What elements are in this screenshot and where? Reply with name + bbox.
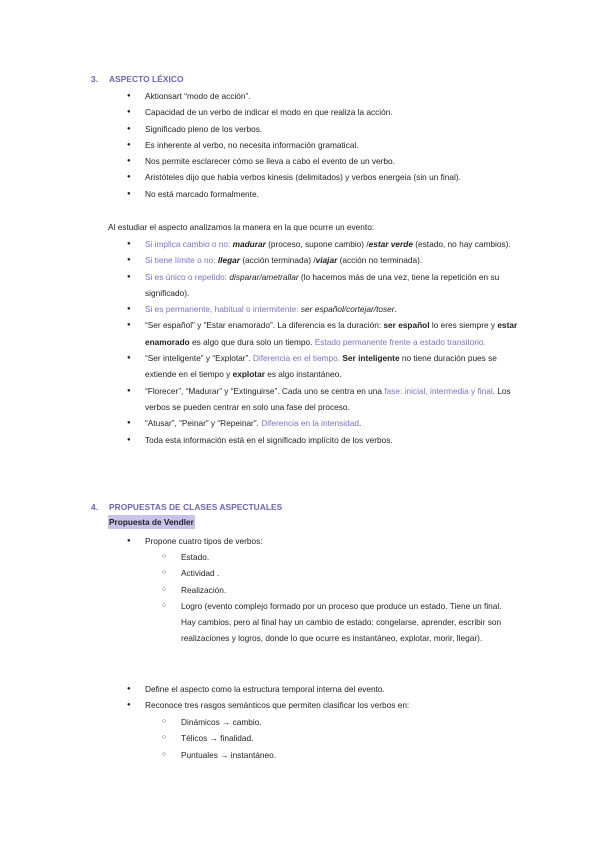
list-item (145, 415, 530, 431)
vendler-list (145, 533, 530, 549)
section-3-list (145, 88, 545, 202)
verb-types-list (181, 549, 515, 647)
item-text: . (394, 304, 397, 315)
list-item: ○ Puntuales → instantáneo. (181, 747, 515, 763)
section-3-number: 3. (91, 74, 99, 84)
list-item: ● Reconoce tres rasgos semánticos que permiten clasificar los verbos en: (145, 697, 530, 713)
item-text: Toda esta información está en el significado implícito de los verbos. (145, 434, 393, 445)
list-item: ○ Dinámicos → cambio. (181, 714, 515, 730)
aspect-list (145, 681, 530, 714)
emphasis-text: Ser inteligente (342, 353, 400, 364)
list-item: ● Significado pleno de los verbos. (145, 121, 545, 137)
section-4-number: 4. (91, 502, 99, 512)
item-text: es algo instantáneo. (264, 369, 342, 380)
list-item: ○ Logro (evento complejo formado por un proceso que produce un estado. Tiene un final. Hay cambios, pero al final hay un cambio de estado: congelarse, aprender, escribir son realizaciones y logros, donde lo que ocurre es instantáneo, explotar, morir, llegar). (181, 598, 515, 647)
item-text: . Los verbos se pueden centrar en solo una fase del proceso. (145, 385, 511, 412)
rasgos-list (181, 714, 515, 763)
section-4-heading (91, 499, 282, 515)
item-text: (proceso, supone cambio) / (265, 239, 369, 249)
item-text: “Atusar”, “Peinar” y “Repeinar”. (145, 418, 262, 429)
example-verb: viajar (315, 255, 338, 266)
example-verb: disparar/ametrallar (227, 271, 299, 282)
list-item (145, 317, 530, 350)
list-item: ● Es inherente al verbo, no necesita información gramatical. (145, 137, 545, 153)
example-verb: ser español/cortejar/toser (298, 304, 395, 315)
criterion-text: Si es permanente, habitual o intermitente: (145, 304, 299, 315)
item-text: es algo que dura solo un tiempo. (189, 336, 315, 347)
highlight-text: Estado permanente frente a estado transitorio (314, 336, 484, 347)
list-item: ○ Actividad . (181, 565, 515, 581)
list-item (145, 252, 530, 268)
item-text: no tiene duración pues se extiende en el tiempo y (145, 353, 497, 380)
example-verb: llegar (215, 255, 241, 266)
section-3-title: ASPECTO LÉXICO (109, 74, 184, 84)
emphasis-text: estar enamorado (145, 320, 518, 347)
item-text: (estado, no hay cambios). (412, 239, 511, 249)
section-4-title: PROPUESTAS DE CLASES ASPECTUALES (109, 502, 283, 512)
list-item: ○ Estado. (181, 549, 515, 565)
list-item: ○ Realización. (181, 582, 515, 598)
criterion-text: Si es único o repetido: (145, 271, 228, 282)
example-verb: madurar (230, 239, 266, 249)
list-item (145, 301, 530, 317)
list-item: ● Define el aspecto como la estructura temporal interna del evento. (145, 681, 530, 697)
example-verb: estar verde (368, 239, 413, 249)
list-item: ● Aktionsart “modo de acción”. (145, 88, 545, 104)
criterion-text: Si implica cambio o no: (145, 239, 231, 249)
item-text: (acción no terminada). (337, 255, 423, 266)
list-item (145, 432, 530, 448)
analysis-list (145, 236, 530, 448)
list-item: ● Nos permite esclarecer cómo se lleva a cabo el evento de un verbo. (145, 153, 545, 169)
item-text: lo eres siempre y (429, 320, 498, 331)
highlight-text: Diferencia en la intensidad (261, 418, 359, 429)
list-item: ● No está marcado formalmente. (145, 186, 545, 202)
criterion-text: Si tiene límite o no: (145, 255, 216, 266)
list-item: ○ Télicos → finalidad. (181, 730, 515, 746)
emphasis-text: explotar (232, 369, 265, 380)
list-item (145, 269, 530, 302)
highlight-text: fase: inicial, intermedia y final (384, 385, 493, 396)
analysis-intro: Al estudiar el aspecto analizamos la manera en la que ocurre un evento: (108, 222, 375, 232)
item-text: “Florecer”, “Madurar” y “Extinguirse”. Cada uno se centra en una (145, 385, 385, 396)
list-item: ● Propone cuatro tipos de verbos: (145, 533, 530, 549)
list-item (145, 383, 530, 416)
highlight-text: Diferencia en el tiempo. (252, 353, 341, 364)
section-3-heading (91, 71, 184, 87)
item-text: . (358, 418, 362, 429)
item-text: “Ser español” y “Estar enamorado”. La diferencia es la duración: (145, 320, 384, 331)
item-text: (acción terminada) / (240, 255, 316, 266)
item-text: (lo hacemos más de una vez, tiene la repetición en su significado). (145, 271, 500, 298)
vendler-subtitle: Propuesta de Vendler (109, 517, 194, 527)
list-item: ● Capacidad de un verbo de indicar el modo en que realiza la acción. (145, 104, 545, 120)
list-item: ● Aristóteles dijo que había verbos kinesis (delimitados) y verbos energeia (sin un final). (145, 169, 545, 185)
list-item (145, 350, 530, 383)
item-text: . (483, 336, 486, 347)
item-text: “Ser inteligente” y “Explotar”. (145, 353, 253, 364)
list-item (145, 236, 530, 252)
emphasis-text: ser español (383, 320, 430, 331)
